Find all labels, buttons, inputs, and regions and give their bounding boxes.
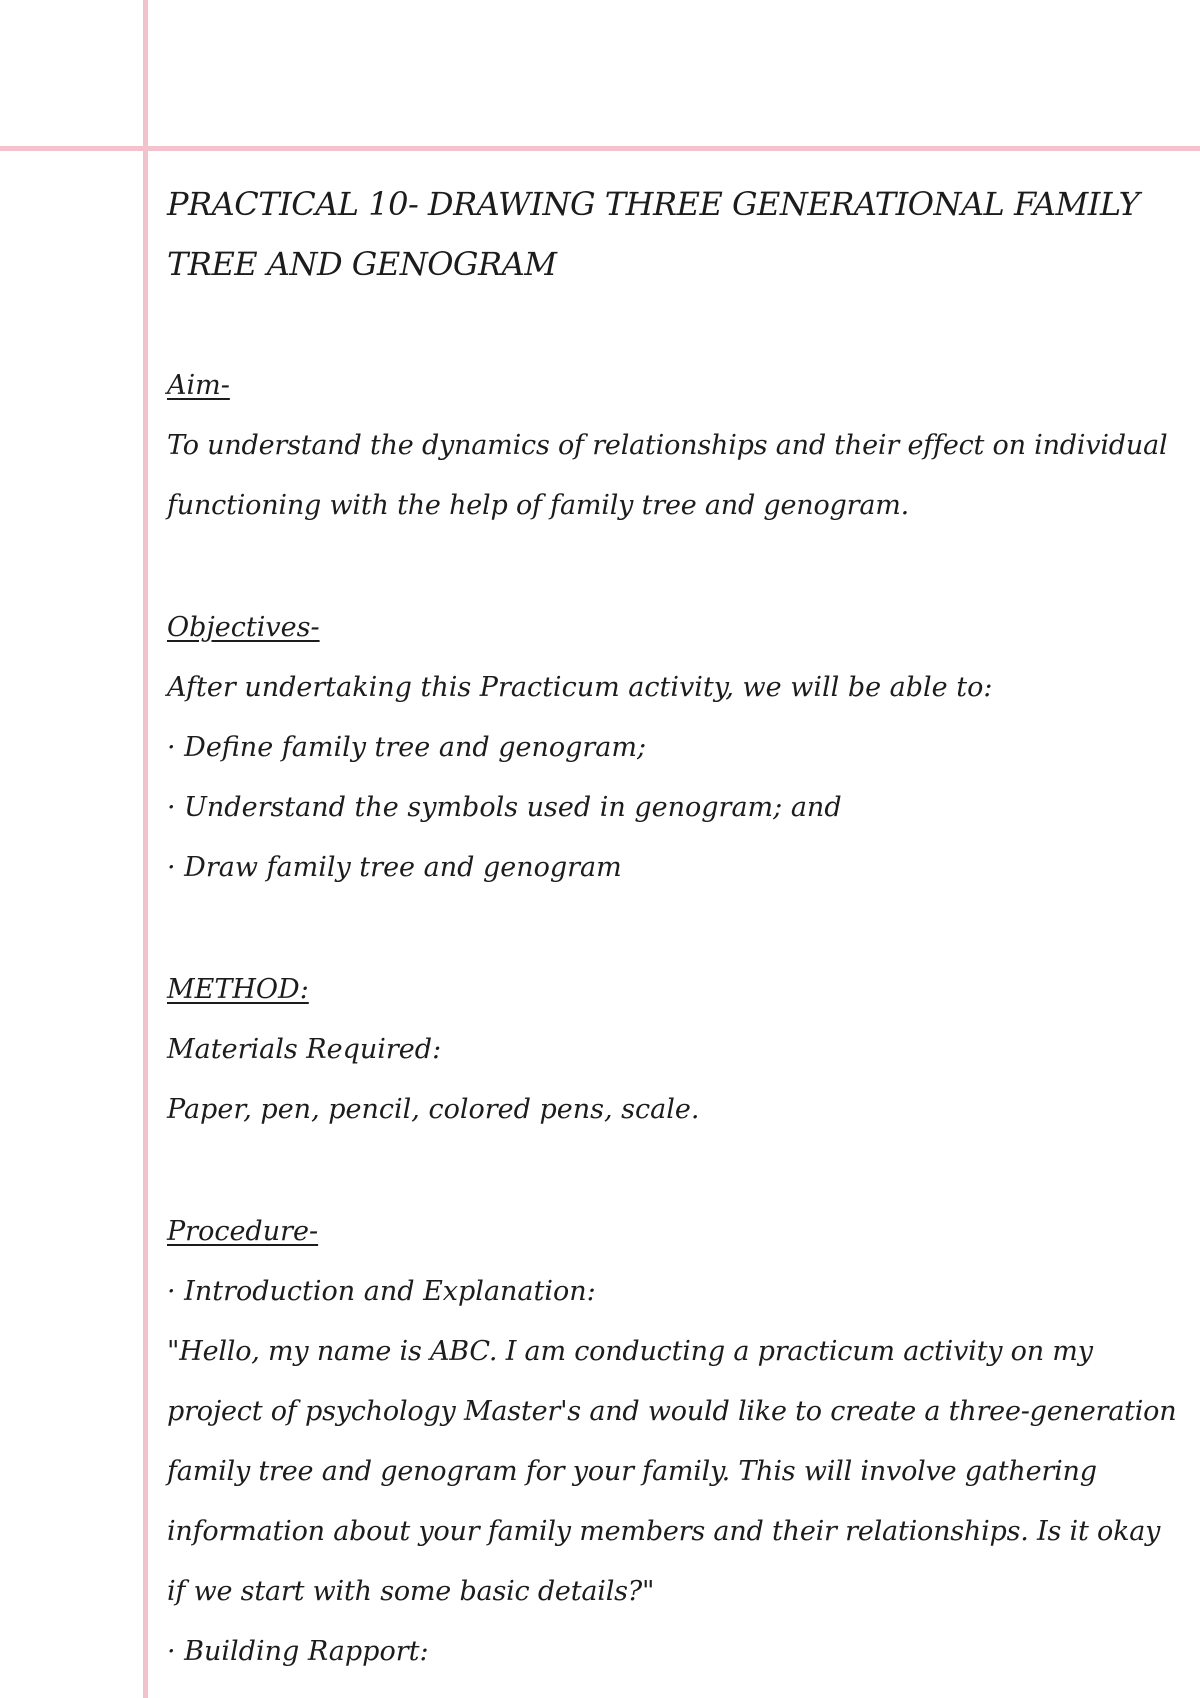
document-body bbox=[167, 174, 1182, 1682]
objective-item: · Draw family tree and genogram bbox=[167, 852, 622, 883]
procedure-step-label: · Building Rapport: bbox=[167, 1636, 429, 1667]
objectives-heading: Objectives- bbox=[167, 612, 320, 643]
procedure-section bbox=[167, 1202, 1182, 1682]
objective-item: · Define family tree and genogram; bbox=[167, 732, 647, 763]
aim-heading: Aim- bbox=[167, 370, 230, 401]
procedure-step-text: "Hello, my name is ABC. I am conducting a practicum activity on my project of psychology Master's and would like to create a three-generation family tree and genogram for your family. This will involve gathering information about your family members and their relationships. Is it okay if we start with some basic details?" bbox=[167, 1336, 1177, 1607]
notebook-margin-vertical-line bbox=[143, 0, 148, 1698]
aim-section bbox=[167, 356, 1182, 536]
aim-text: To understand the dynamics of relationships and their effect on individual functioning with the help of family tree and genogram. bbox=[167, 430, 1168, 521]
method-section bbox=[167, 960, 1182, 1140]
notebook-margin-horizontal-line bbox=[0, 146, 1200, 151]
objective-item: · Understand the symbols used in genogram; and bbox=[167, 792, 842, 823]
materials-label: Materials Required: bbox=[167, 1034, 442, 1065]
document-title: PRACTICAL 10- DRAWING THREE GENERATIONAL FAMILY TREE AND GENOGRAM bbox=[167, 185, 1140, 283]
objectives-section bbox=[167, 598, 1182, 898]
procedure-step-label: · Introduction and Explanation: bbox=[167, 1276, 596, 1307]
materials-list: Paper, pen, pencil, colored pens, scale. bbox=[167, 1094, 700, 1125]
procedure-heading: Procedure- bbox=[167, 1216, 319, 1247]
method-heading: METHOD: bbox=[167, 974, 309, 1005]
objectives-intro: After undertaking this Practicum activity, we will be able to: bbox=[167, 672, 993, 703]
